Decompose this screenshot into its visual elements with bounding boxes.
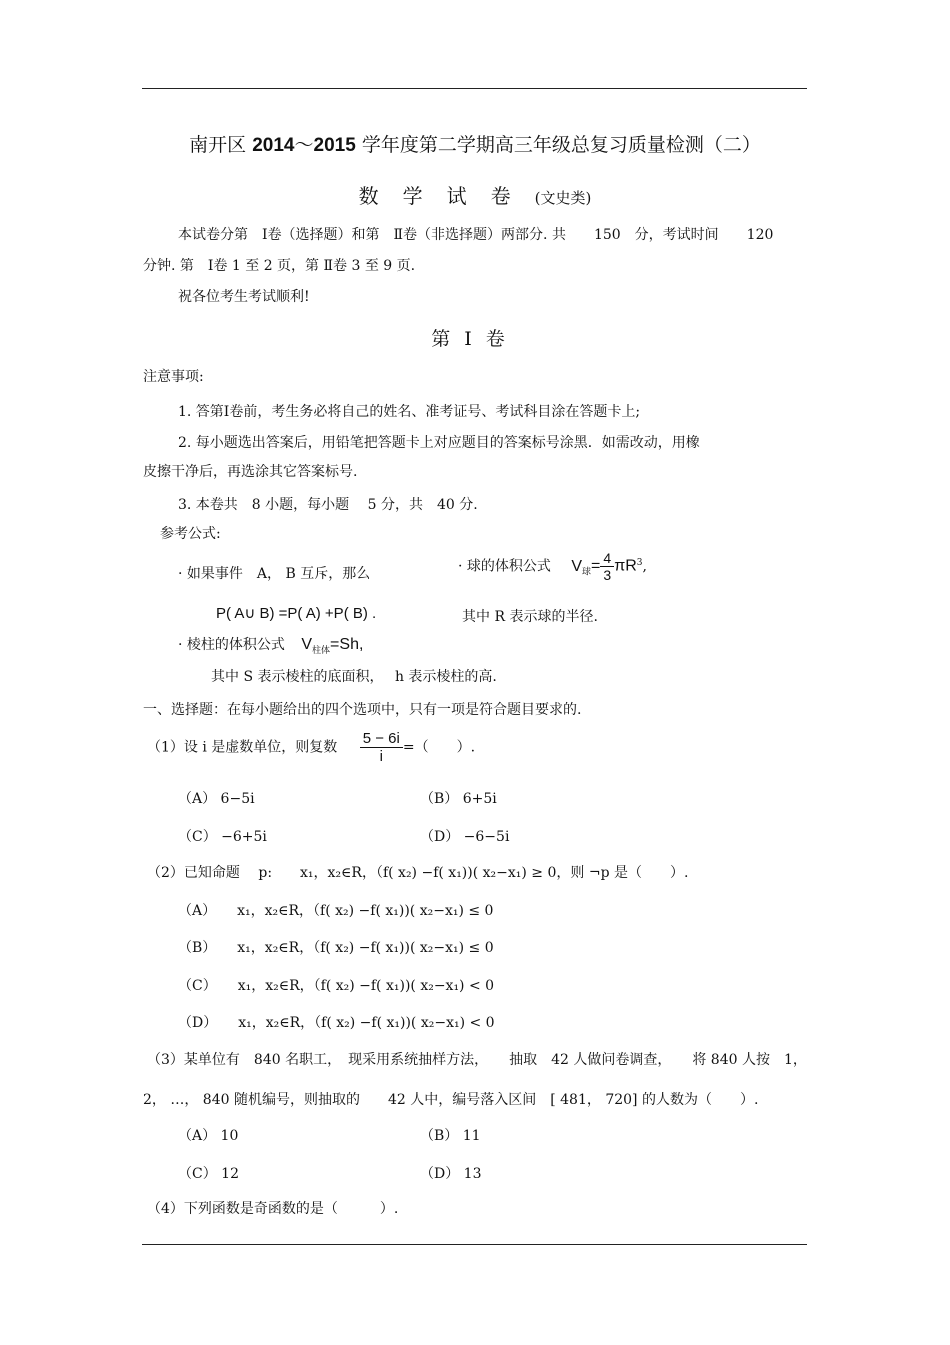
question-3-option-d: （D） 13 <box>420 1166 482 1182</box>
formula-2-label: · 球的体积公式 <box>458 558 551 575</box>
question-1-option-d: （D） −6−5i <box>420 829 510 845</box>
question-3-option-c: （C） 12 <box>178 1166 239 1182</box>
question-1-option-c: （C） −6+5i <box>178 829 267 845</box>
formula-3-label: · 棱柱的体积公式 <box>178 637 285 653</box>
question-3-option-a: （A） 10 <box>178 1128 239 1144</box>
question-2-option-c: （C） x₁，x₂∈R，（f( x₂) −f( x₁))( x₂−x₁) < 0 <box>178 978 495 994</box>
question-2-option-b: （B） x₁，x₂∈R，（f( x₂) −f( x₁))( x₂−x₁) ≤ 0 <box>178 940 494 956</box>
fraction-4-3: $\frac{4}{3}$ <box>600 550 614 583</box>
formula-1-expr: P( A∪ B) =P( A) +P( B) . <box>216 605 377 622</box>
question-3-option-b: （B） 11 <box>420 1128 481 1144</box>
intro-wish: 祝各位考生考试顺利! <box>178 289 310 305</box>
question-1-stem: （1）设 i 是虚数单位，则复数 $\frac{5 - 6i}{i}$ =（ ）. <box>147 730 476 765</box>
question-2-stem: （2）已知命题 p: x₁，x₂∈R，（f( x₂) −f( x₁))( x₂−x₁) ≥ 0，则 ¬p 是（ ）. <box>147 865 689 881</box>
bottom-rule <box>142 1244 807 1245</box>
intro-line-1: 本试卷分第 Ⅰ卷（选择题）和第 Ⅱ卷（非选择题）两部分. 共 150 分，考试时间 120 <box>178 227 774 243</box>
question-3-line-1: （3）某单位有 840 名职工， 现采用系统抽样方法， 抽取 42 人做问卷调查， 将 840 人按 1， <box>147 1052 807 1068</box>
formula-2: · 球的体积公式 $V_球=$ $\frac{4}{3}$ $\pi R^3$, <box>458 550 647 583</box>
formula-1-label: · 如果事件 A， B 互斥，那么 <box>178 566 371 582</box>
question-2-option-d: （D） x₁，x₂∈R，（f( x₂) −f( x₁))( x₂−x₁) < 0 <box>178 1015 495 1031</box>
question-2-option-a: （A） x₁，x₂∈R，（f( x₂) −f( x₁))( x₂−x₁) ≤ 0 <box>178 903 494 919</box>
formula-2-note: 其中 R 表示球的半径. <box>462 609 598 625</box>
top-rule <box>142 88 807 89</box>
formulas-heading: 参考公式: <box>160 526 221 542</box>
intro-line-2: 分钟. 第 Ⅰ卷 1 至 2 页，第 Ⅱ卷 3 至 9 页. <box>143 258 416 274</box>
question-4-stem: （4）下列函数是奇函数的是（ ）. <box>147 1201 399 1217</box>
notes-heading: 注意事项: <box>143 369 204 385</box>
question-1-option-a: （A） 6−5i <box>178 791 255 807</box>
exam-subtitle <box>0 180 950 209</box>
formula-3-note: 其中 S 表示棱柱的底面积， h 表示棱柱的高. <box>211 669 497 685</box>
part-1-heading: 一、选择题：在每小题给出的四个选项中，只有一项是符合题目要求的. <box>143 702 582 718</box>
note-item-1: 1. 答第Ⅰ卷前，考生务必将自己的姓名、准考证号、考试科目涂在答题卡上; <box>178 404 641 420</box>
note-item-2b: 皮擦干净后，再选涂其它答案标号. <box>143 464 358 480</box>
fraction-5-6i-over-i: $\frac{5 - 6i}{i}$ <box>360 730 403 765</box>
subject-note: (文史类) <box>534 189 592 207</box>
subject-name: 数学试卷 <box>358 184 535 208</box>
exam-title: 南开区 2014～2015 学年度第二学期高三年级总复习质量检测（二） <box>189 134 761 156</box>
question-3-line-2: 2， …， 840 随机编号，则抽取的 42 人中，编号落入区间 [ 481， 720] 的人数为（ ）. <box>143 1092 759 1108</box>
note-item-2a: 2. 每小题选出答案后，用铅笔把答题卡上对应题目的答案标号涂黑．如需改动，用橡 <box>178 435 700 451</box>
section-title: 第Ⅰ卷 <box>431 328 519 350</box>
note-item-3: 3. 本卷共 8 小题，每小题 5 分，共 40 分. <box>178 497 478 513</box>
question-1-option-b: （B） 6+5i <box>420 791 497 807</box>
formula-3: · 棱柱的体积公式 $V_{柱体}=Sh$, <box>178 636 364 656</box>
